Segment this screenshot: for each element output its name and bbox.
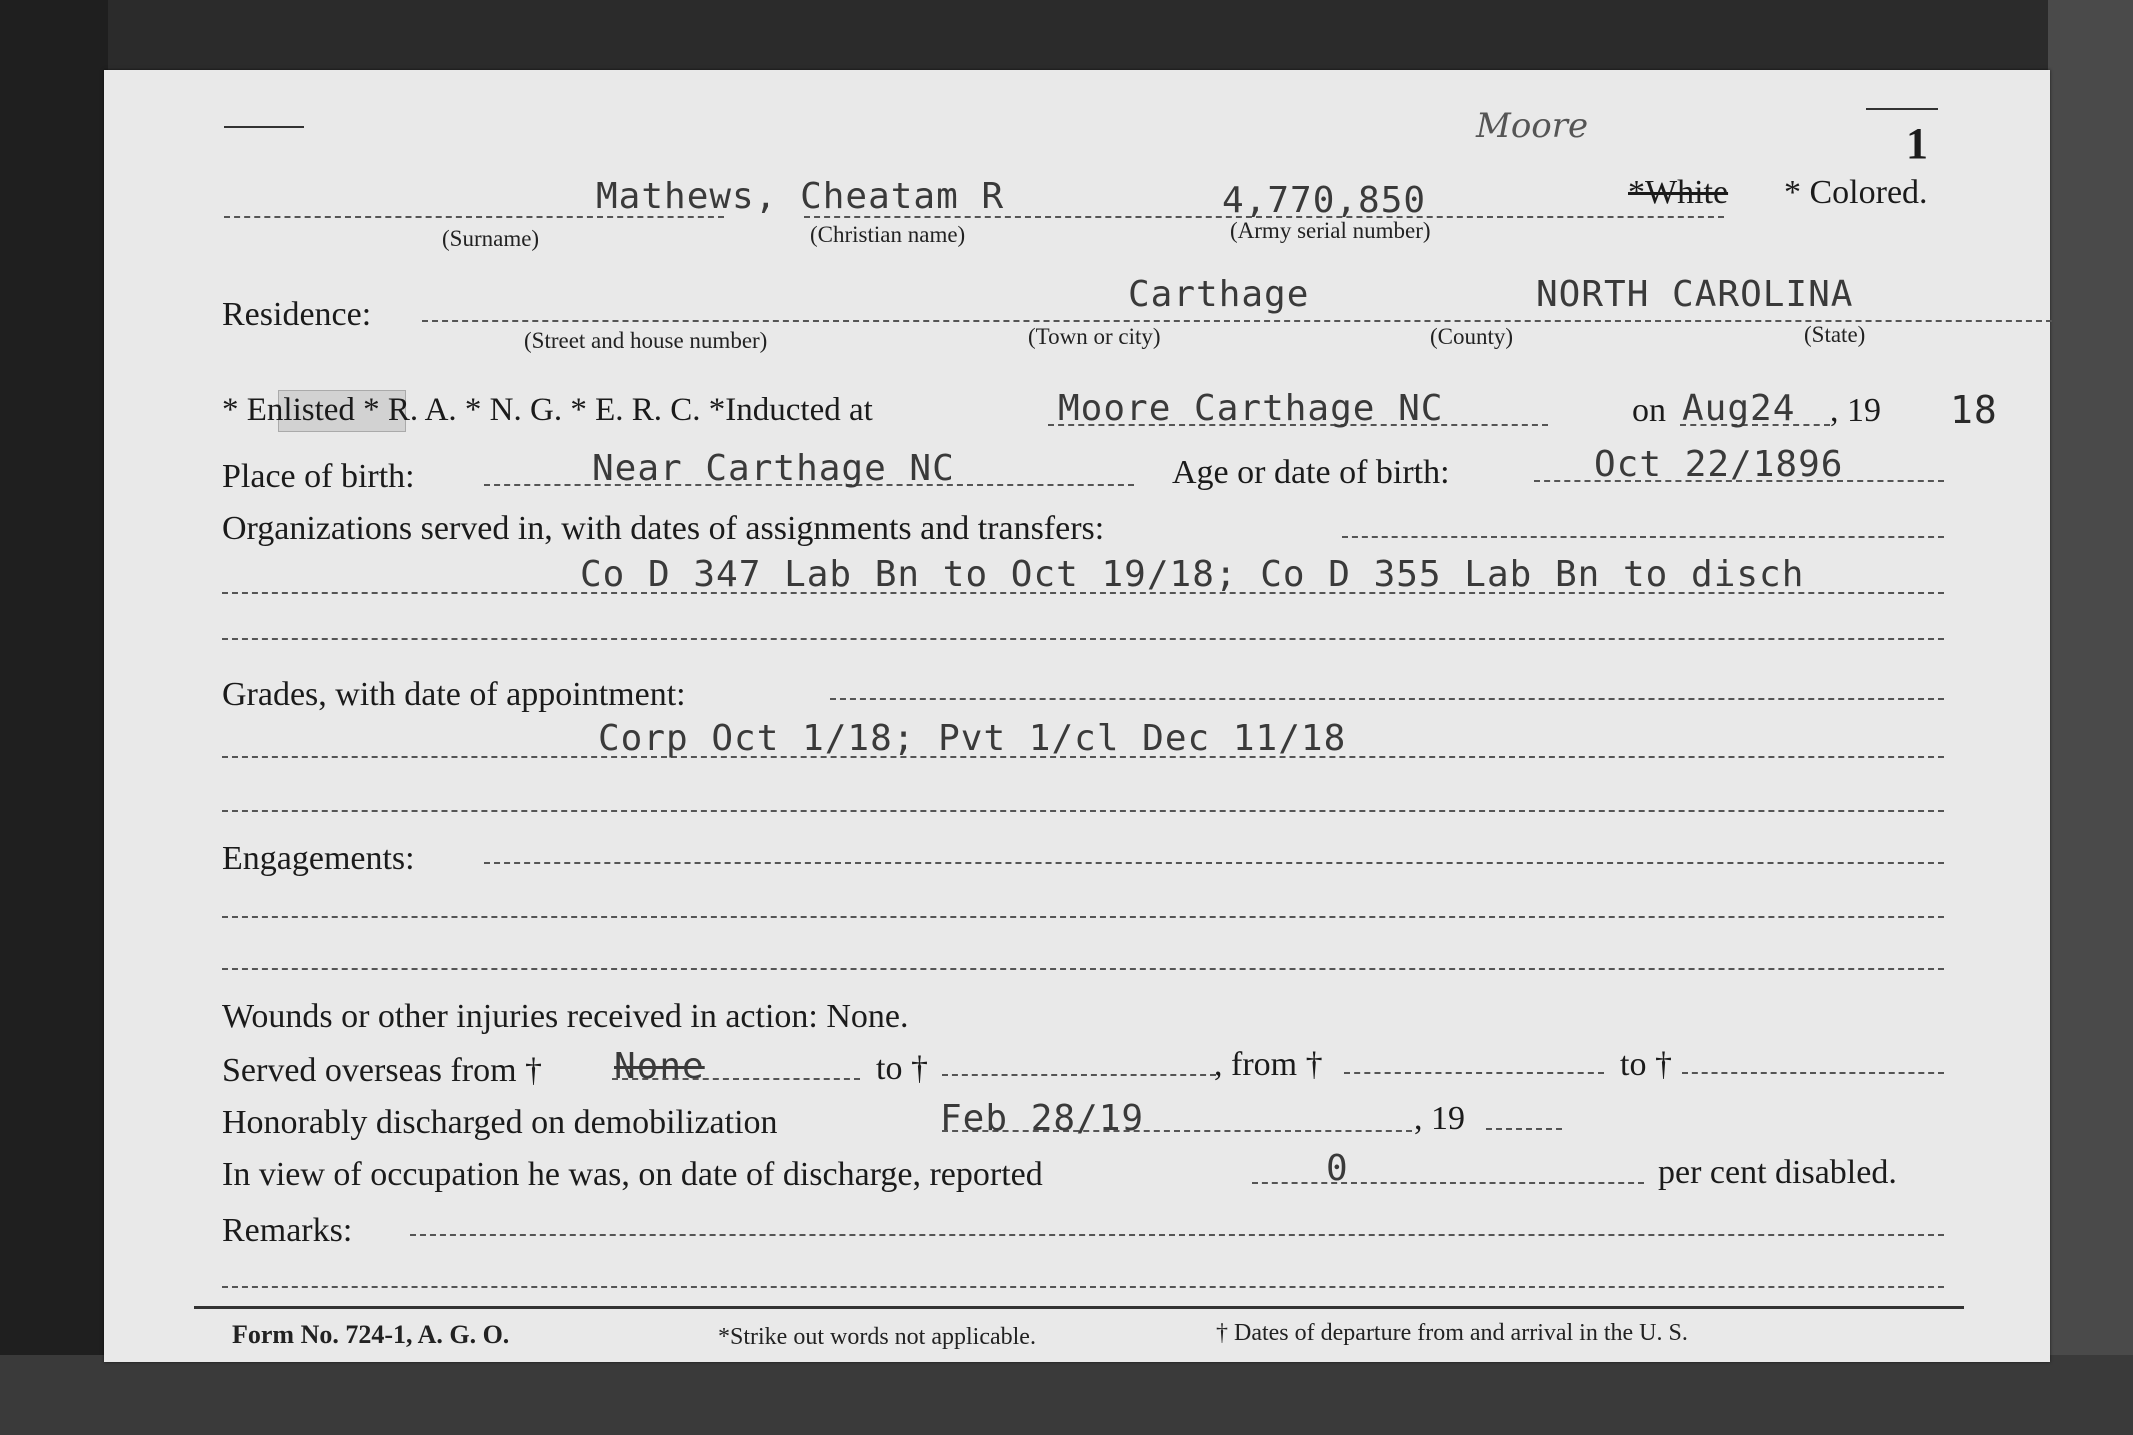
christian-name-caption: (Christian name) xyxy=(810,222,966,247)
street-caption: (Street and house number) xyxy=(524,328,768,353)
residence-label: Residence: xyxy=(222,296,372,333)
residence-town: Carthage xyxy=(1128,274,1310,315)
white-label: *White xyxy=(1628,174,1729,211)
engagements-dash-3 xyxy=(222,968,1944,970)
remarks-dash-2 xyxy=(222,1286,1944,1288)
induction-year-prefix: , 19 xyxy=(1830,392,1881,429)
induction-place: Moore Carthage NC xyxy=(1058,388,1444,429)
organizations-label: Organizations served in, with dates of assignments and transfers: xyxy=(222,510,1105,547)
overseas-to-1: to † xyxy=(876,1050,928,1087)
overseas-label: Served overseas from † xyxy=(222,1052,543,1089)
overseas-dash-2 xyxy=(942,1074,1216,1076)
overseas-to-2: to † xyxy=(1620,1046,1672,1083)
organizations-text: Co D 347 Lab Bn to Oct 19/18; Co D 355 Lab Bn to disch xyxy=(580,554,1805,595)
grades-dash-1 xyxy=(830,698,1944,700)
service-record-card xyxy=(104,70,2050,1362)
discharge-label: Honorably discharged on demobilization xyxy=(222,1104,778,1141)
org-dash-3 xyxy=(222,638,1944,640)
grades-text: Corp Oct 1/18; Pvt 1/cl Dec 11/18 xyxy=(598,718,1347,759)
disability-label: In view of occupation he was, on date of discharge, reported xyxy=(222,1156,1043,1193)
surname-caption: (Surname) xyxy=(442,226,540,251)
handwritten-county: Moore xyxy=(1476,106,1589,146)
induction-prefix: * Enlisted * R. A. * N. G. * E. R. C. *Inducted at xyxy=(222,392,873,428)
footer-rule xyxy=(194,1306,1964,1309)
disability-dash xyxy=(1252,1182,1644,1184)
serial-caption: (Army serial number) xyxy=(1230,218,1431,243)
grades-label: Grades, with date of appointment: xyxy=(222,676,686,713)
background-right xyxy=(2048,0,2133,1435)
background-left xyxy=(0,0,108,1435)
town-caption: (Town or city) xyxy=(1028,324,1161,349)
engagements-dash-1 xyxy=(484,862,1944,864)
overseas-from: , from † xyxy=(1214,1046,1323,1083)
army-serial-number: 4,770,850 xyxy=(1222,180,1427,221)
disability-value: 0 xyxy=(1326,1148,1349,1189)
age-label: Age or date of birth: xyxy=(1172,454,1450,491)
overseas-dash-4 xyxy=(1682,1072,1944,1074)
wounds-text: Wounds or other injuries received in action: None. xyxy=(222,998,909,1035)
discharge-year-prefix: , 19 xyxy=(1414,1100,1465,1137)
induction-year: 18 xyxy=(1950,388,1998,432)
grades-dash-3 xyxy=(222,810,1944,812)
strike-note: *Strike out words not applicable. xyxy=(718,1324,1036,1350)
engagements-label: Engagements: xyxy=(222,840,415,877)
discharge-year-dash xyxy=(1486,1128,1562,1130)
top-left-rule xyxy=(224,126,304,128)
disability-suffix: per cent disabled. xyxy=(1658,1154,1897,1191)
birth-place: Near Carthage NC xyxy=(592,448,955,489)
dates-note: † Dates of departure from and arrival in the U. S. xyxy=(1216,1320,1688,1346)
county-caption: (County) xyxy=(1430,324,1514,349)
form-number: Form No. 724-1, A. G. O. xyxy=(232,1320,510,1349)
birth-place-label: Place of birth: xyxy=(222,458,415,495)
remarks-dash-1 xyxy=(410,1234,1944,1236)
card-number: 1 xyxy=(1906,119,1928,168)
org-dash-1 xyxy=(1342,536,1944,538)
background-bottom xyxy=(0,1355,2133,1435)
engagements-dash-2 xyxy=(222,916,1944,918)
state-caption: (State) xyxy=(1804,322,1866,347)
remarks-label: Remarks: xyxy=(222,1212,353,1249)
top-right-rule xyxy=(1866,108,1938,110)
induction-on-label: on xyxy=(1632,392,1666,429)
colored-label: * Colored. xyxy=(1784,174,1928,211)
overseas-dash-3 xyxy=(1344,1072,1604,1074)
induction-date: Aug24 xyxy=(1682,388,1796,429)
birth-date: Oct 22/1896 xyxy=(1594,444,1844,485)
residence-state: NORTH CAROLINA xyxy=(1536,274,1854,315)
soldier-name: Mathews, Cheatam R xyxy=(596,176,1005,217)
discharge-date: Feb 28/19 xyxy=(940,1098,1145,1139)
overseas-value: None xyxy=(614,1046,705,1087)
